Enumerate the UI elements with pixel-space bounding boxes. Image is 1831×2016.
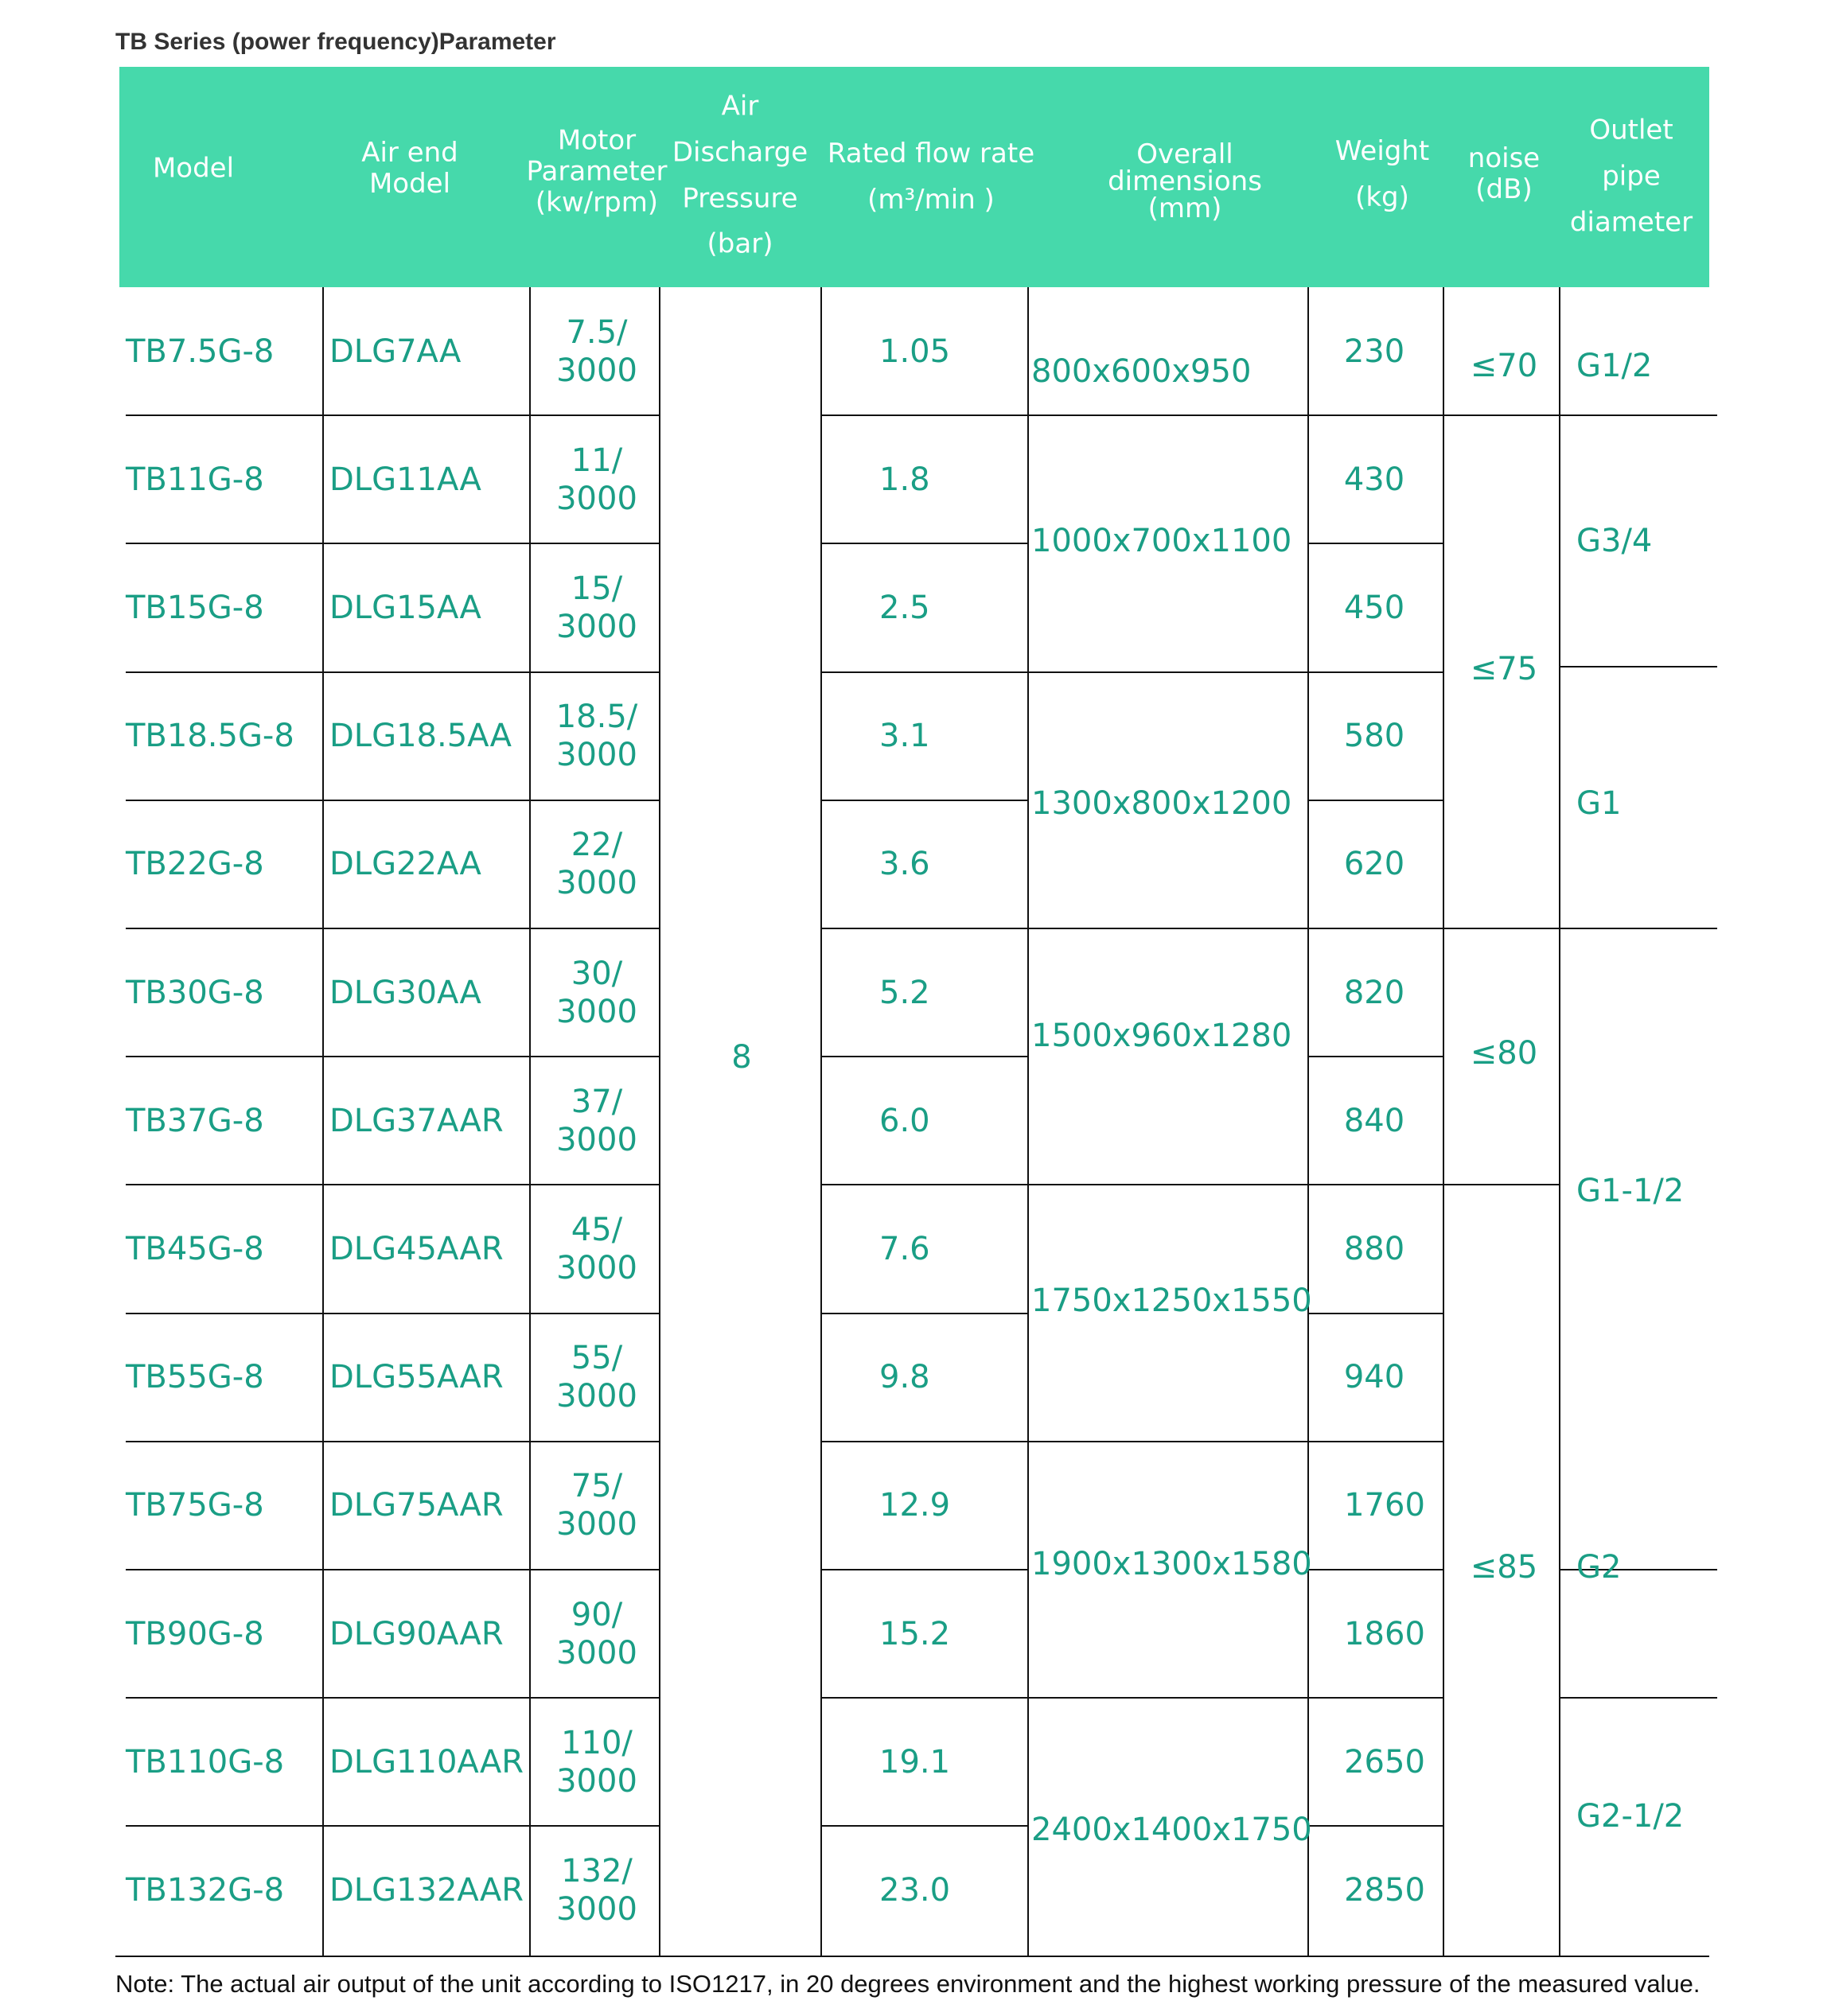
motor-rpm: 3000 [556,1250,637,1286]
dimensions-cell: 1300x800x1200 [1031,785,1292,822]
model-cell: TB22G-8 [126,846,264,883]
grid-line [1028,671,1308,673]
grid-line [126,1697,660,1699]
grid-line [1308,414,1443,416]
flow-rate-cell: 23.0 [879,1872,951,1909]
model-cell: TB15G-8 [126,590,264,626]
dimensions-cell: 1900x1300x1580 [1031,1546,1312,1582]
grid-line [1559,287,1560,1956]
flow-rate-cell: 6.0 [879,1102,930,1139]
weight-cell: 1860 [1344,1615,1425,1652]
air-end-model-cell: DLG11AA [329,461,481,498]
weight-cell: 2650 [1344,1743,1425,1781]
grid-line [126,1056,660,1057]
grid-line [1308,543,1443,544]
air-end-model-cell: DLG45AAR [329,1231,504,1267]
motor-parameter-cell [556,442,637,518]
grid-line [529,287,531,1956]
motor-rpm: 3000 [556,1762,637,1800]
header-weight: Weight (kg) [1334,135,1430,213]
motor-parameter-cell [556,1724,637,1800]
weight-cell: 580 [1343,718,1405,755]
dimensions-cell: 1750x1250x1550 [1031,1282,1312,1319]
flow-rate-cell: 1.05 [879,333,951,370]
header-air-discharge-pressure: Air Discharge Pressure (bar) [672,90,808,260]
model-cell: TB30G-8 [126,974,264,1011]
air-end-model-cell: DLG110AAR [329,1743,524,1781]
grid-line [126,1825,660,1827]
header-model: Model [152,152,235,185]
model-cell: TB110G-8 [126,1743,285,1781]
motor-rpm: 3000 [556,1378,637,1415]
weight-cell: 1760 [1344,1487,1425,1524]
air-end-model-cell: DLG30AA [329,974,481,1011]
grid-line [322,287,324,1956]
outlet-cell: G2-1/2 [1576,1798,1685,1835]
grid-line [821,1313,1028,1314]
air-end-model-cell: DLG15AA [329,590,481,626]
air-end-model-cell: DLG132AAR [329,1872,524,1909]
grid-line [821,671,1028,673]
weight-cell: 880 [1343,1231,1405,1267]
motor-parameter-cell [556,1083,637,1159]
motor-rpm: 3000 [556,1506,637,1543]
air-end-model-cell: DLG22AA [329,846,481,883]
outlet-cell: G1-1/2 [1576,1173,1685,1209]
grid-line [126,928,660,929]
flow-rate-cell: 2.5 [879,590,930,626]
motor-kw: 37/ [571,1083,623,1120]
motor-rpm: 3000 [556,993,637,1030]
grid-line [1308,1697,1443,1699]
outlet-cell: G3/4 [1576,523,1653,559]
grid-line [1308,671,1443,673]
motor-parameter-cell [556,826,637,902]
header-air-end-model: Air end Model [361,136,458,200]
grid-line [1443,928,1560,929]
grid-line [1028,928,1308,929]
motor-parameter-cell [556,955,637,1031]
grid-line [1443,414,1560,416]
flow-rate-cell: 12.9 [879,1487,951,1524]
motor-kw: 18.5/ [555,699,638,736]
dimensions-cell: 1500x960x1280 [1031,1018,1292,1054]
grid-line [1560,666,1717,667]
grid-line [821,1184,1028,1185]
grid-line [821,414,1028,416]
grid-line [820,287,822,1956]
air-end-model-cell: DLG18.5AA [329,718,512,755]
motor-parameter-cell [556,1211,637,1287]
footnote: Note: The actual air output of the unit according to ISO1217, in 20 degrees environment and the highest working pressure of the measured value. [115,1970,1700,1998]
weight-cell: 2850 [1344,1872,1425,1909]
motor-rpm: 3000 [556,1634,637,1672]
weight-cell: 840 [1343,1102,1405,1139]
model-cell: TB7.5G-8 [126,333,275,370]
grid-line [821,1441,1028,1442]
motor-rpm: 3000 [556,1891,637,1928]
dimensions-cell: 2400x1400x1750 [1031,1812,1312,1848]
dimensions-cell: 1000x700x1100 [1031,523,1292,559]
motor-rpm: 3000 [556,737,637,774]
grid-line [821,1697,1028,1699]
grid-line [1028,414,1308,416]
grid-line [821,1569,1028,1570]
model-cell: TB18.5G-8 [126,718,294,755]
motor-parameter-cell [556,1467,637,1543]
model-cell: TB11G-8 [126,461,264,498]
motor-rpm: 3000 [556,1121,637,1158]
model-cell: TB90G-8 [126,1615,264,1652]
noise-cell: ≤75 [1470,651,1538,687]
grid-line [821,543,1028,544]
grid-line [1308,1184,1443,1185]
grid-line [1308,1313,1443,1314]
header-outlet-pipe-diameter: Outlet pipe diameter [1569,114,1693,238]
flow-rate-cell: 3.1 [879,718,930,755]
air-end-model-cell: DLG55AAR [329,1359,504,1396]
grid-line [1560,1697,1717,1699]
motor-rpm: 3000 [556,480,637,517]
grid-line [1308,1056,1443,1057]
grid-line [1308,1825,1443,1827]
weight-cell: 620 [1343,846,1405,883]
header-motor-parameter: Motor Parameter (kw/rpm) [526,124,668,219]
motor-kw: 90/ [571,1596,623,1633]
noise-cell: ≤85 [1470,1549,1538,1586]
grid-line [126,671,660,673]
motor-parameter-cell [556,313,637,390]
grid-line [1443,1184,1560,1185]
motor-parameter-cell [556,1852,637,1928]
motor-parameter-cell [556,1339,637,1415]
air-end-model-cell: DLG7AA [329,333,462,370]
air-end-model-cell: DLG75AAR [329,1487,504,1524]
motor-kw: 110/ [561,1724,633,1761]
weight-cell: 820 [1343,974,1405,1011]
grid-line [821,800,1028,801]
grid-line [115,1956,1709,1957]
grid-line [821,1056,1028,1057]
motor-kw: 45/ [571,1212,623,1248]
motor-kw: 132/ [561,1853,633,1890]
flow-rate-cell: 7.6 [879,1231,930,1267]
grid-line [1028,1184,1308,1185]
grid-line [1028,1697,1308,1699]
air-end-model-cell: DLG37AAR [329,1102,504,1139]
model-cell: TB75G-8 [126,1487,264,1524]
motor-kw: 75/ [571,1468,623,1505]
motor-parameter-cell [556,1596,637,1672]
weight-cell: 230 [1343,333,1405,370]
motor-kw: 15/ [571,570,623,607]
flow-rate-cell: 9.8 [879,1359,930,1396]
motor-kw: 11/ [571,442,623,479]
grid-line [821,928,1028,929]
header-noise: noise (dB) [1467,142,1541,205]
grid-line [126,800,660,801]
weight-cell: 450 [1343,590,1405,626]
grid-line [126,1313,660,1314]
outlet-cell: G2 [1576,1549,1622,1586]
flow-rate-cell: 19.1 [879,1743,951,1781]
flow-rate-cell: 1.8 [879,461,930,498]
dimensions-cell: 800x600x950 [1031,353,1252,390]
noise-cell: ≤80 [1470,1035,1538,1072]
grid-line [821,1825,1028,1827]
grid-line [1307,287,1309,1956]
noise-cell: ≤70 [1470,348,1538,384]
grid-line [126,1441,660,1442]
motor-parameter-cell [556,698,638,774]
motor-parameter-cell [556,570,637,646]
grid-line [1308,1441,1443,1442]
table-title: TB Series (power frequency)Parameter [115,29,556,55]
header-rated-flow-rate: Rated flow rate (m³/min ) [827,138,1035,216]
outlet-cell: G1 [1576,785,1622,822]
flow-rate-cell: 5.2 [879,974,930,1011]
grid-line [1308,928,1443,929]
pressure-value: 8 [731,1039,752,1076]
header-overall-dimensions: Overall dimensions (mm) [1108,138,1262,224]
model-cell: TB132G-8 [126,1872,285,1909]
motor-rpm: 3000 [556,609,637,645]
motor-rpm: 3000 [556,352,637,389]
grid-line [1560,414,1717,416]
grid-line [659,287,660,1956]
grid-line [1443,287,1444,1956]
grid-line [1028,1441,1308,1442]
model-cell: TB55G-8 [126,1359,264,1396]
motor-kw: 30/ [571,955,623,992]
grid-line [1560,928,1717,929]
model-cell: TB37G-8 [126,1102,264,1139]
outlet-cell: G1/2 [1576,348,1653,384]
motor-kw: 22/ [571,827,623,864]
motor-kw: 7.5/ [566,313,628,351]
motor-kw: 55/ [571,1340,623,1377]
grid-line [1308,1569,1443,1570]
weight-cell: 430 [1343,461,1405,498]
grid-line [126,1184,660,1185]
motor-rpm: 3000 [556,865,637,902]
flow-rate-cell: 15.2 [879,1615,951,1652]
grid-line [126,543,660,544]
model-cell: TB45G-8 [126,1231,264,1267]
grid-line [1308,800,1443,801]
grid-line [126,1569,660,1570]
weight-cell: 940 [1343,1359,1405,1396]
flow-rate-cell: 3.6 [879,846,930,883]
air-end-model-cell: DLG90AAR [329,1615,504,1652]
grid-line [126,414,660,416]
grid-line [1027,287,1029,1956]
